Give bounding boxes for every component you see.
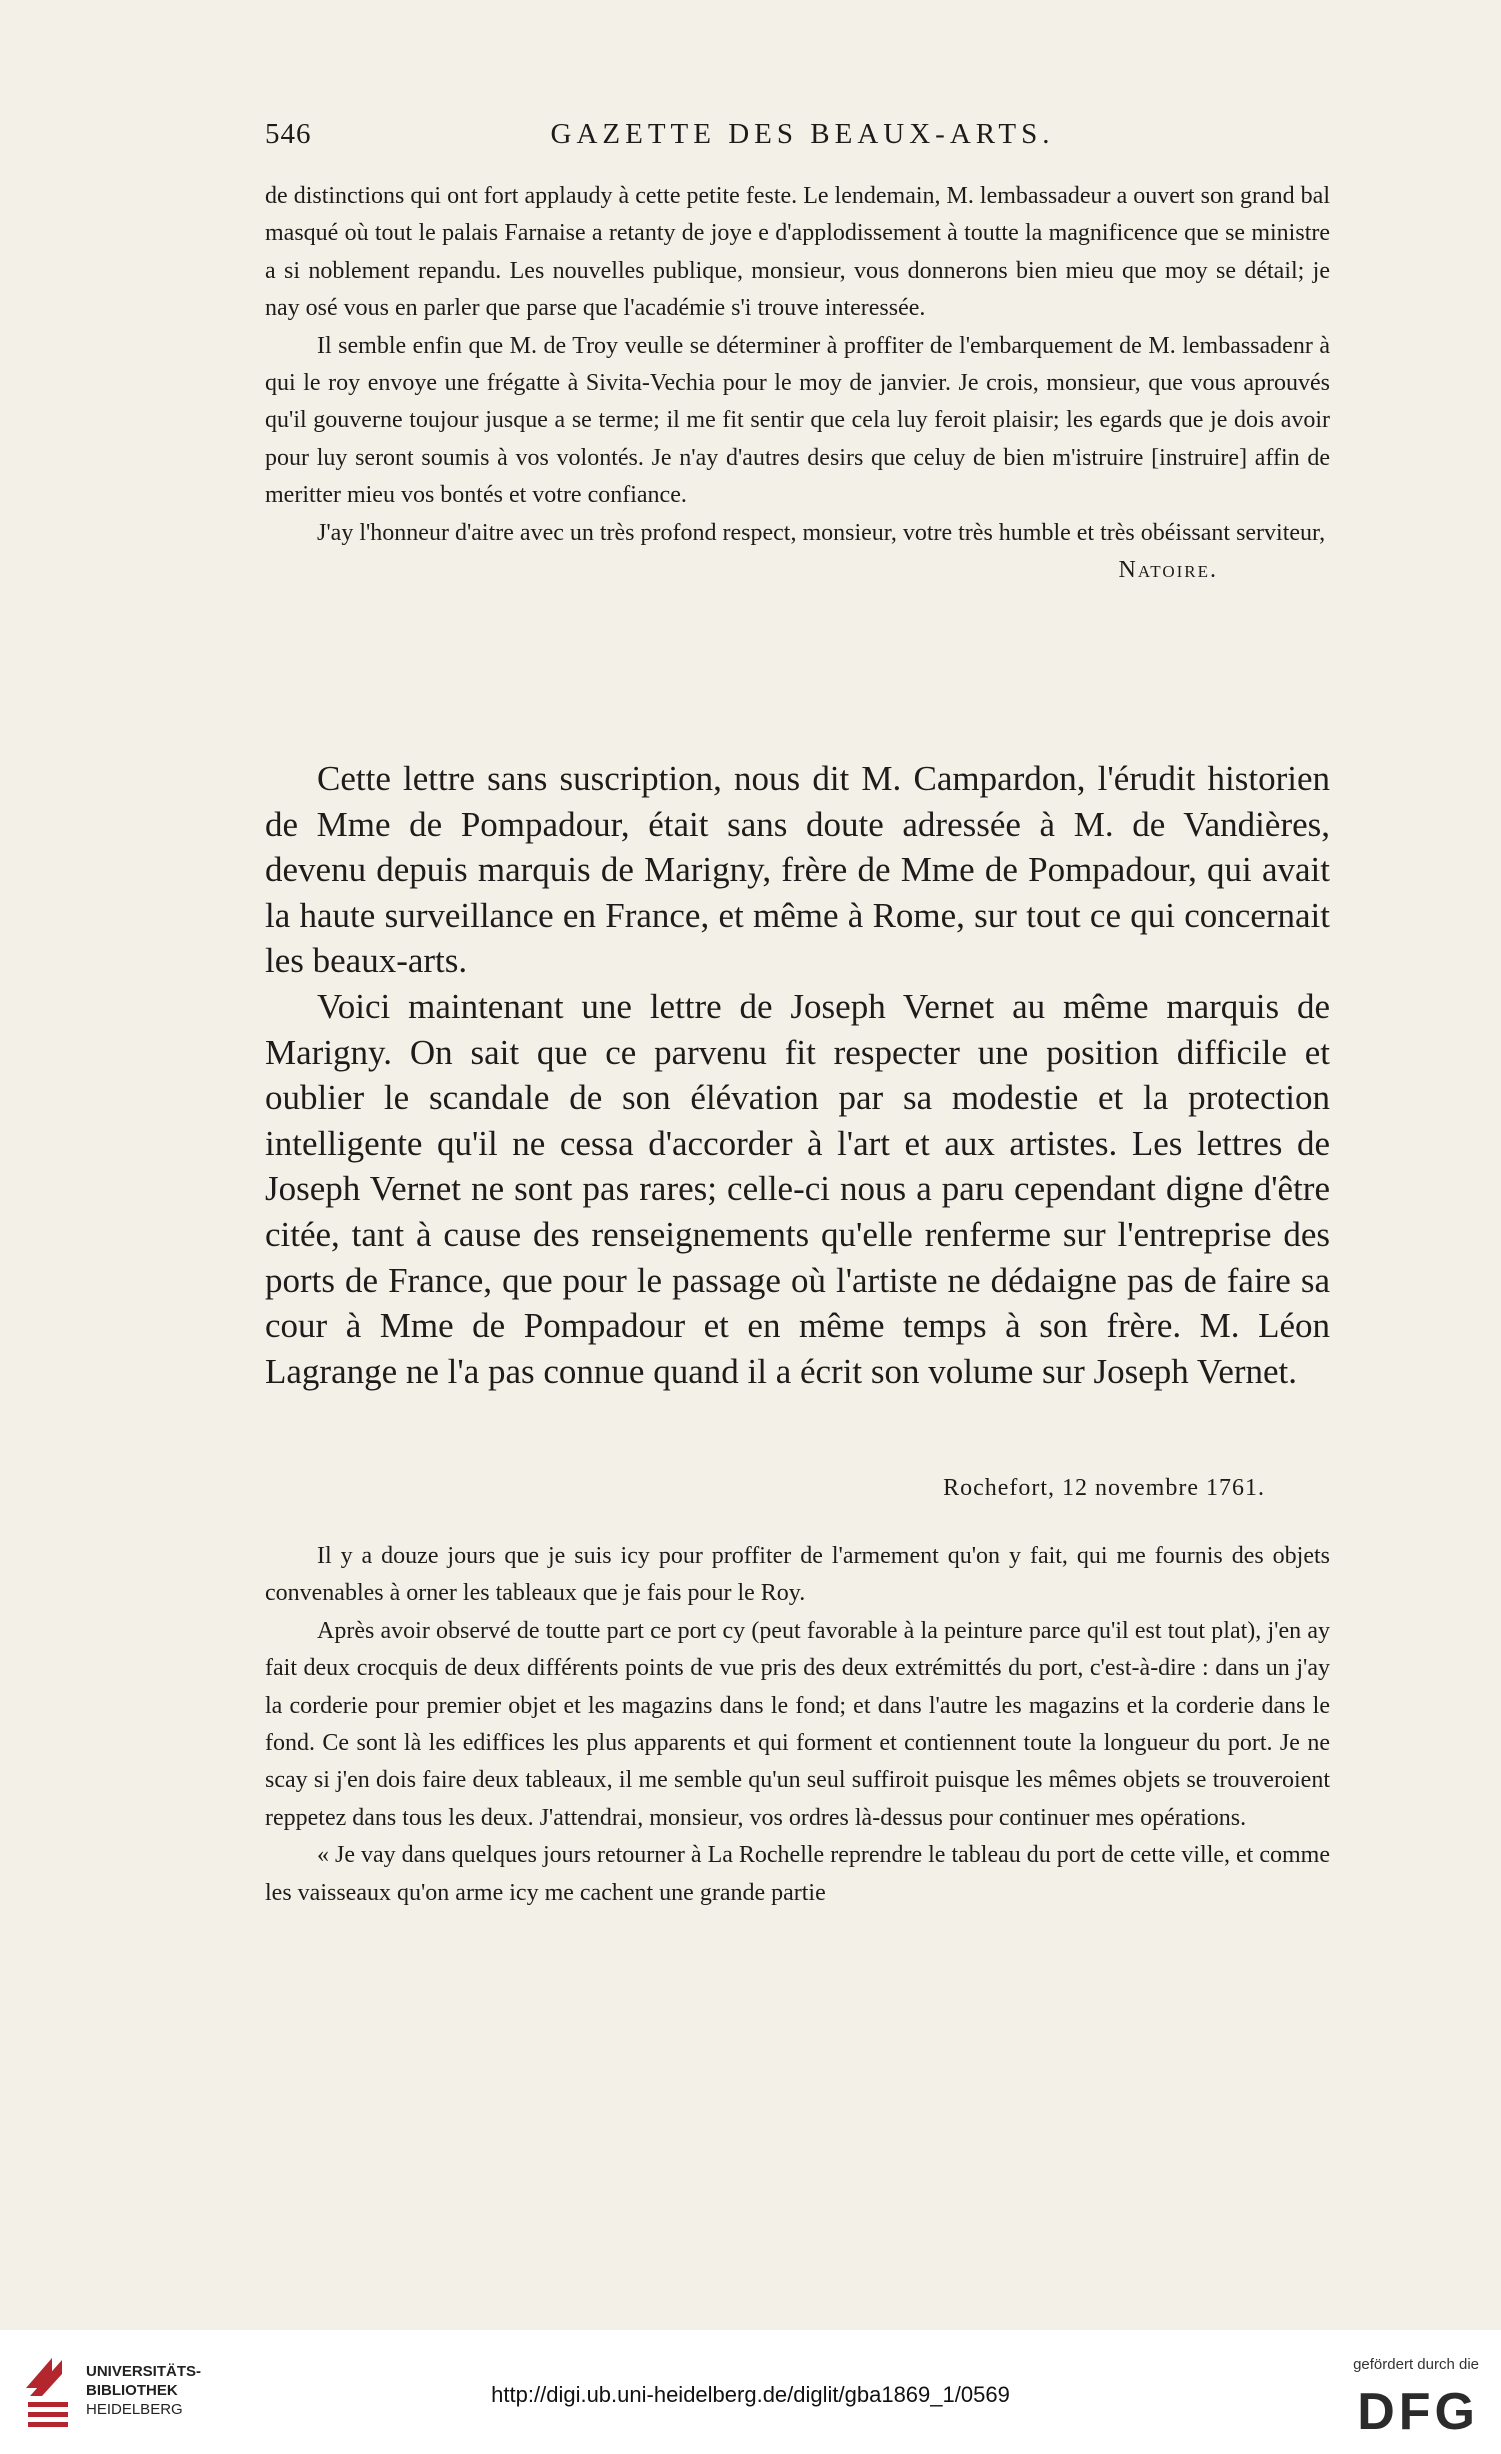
running-header: [265, 118, 1340, 154]
letter-paragraph: « Je vay dans quelques jours retourner à La Rochelle reprendre le tableau du port de cette ville, et comme les vaisseaux qu'on arme icy me cachent une grande partie: [265, 1842, 1330, 1906]
commentary: [265, 756, 1330, 1394]
letter-natoire: [265, 178, 1330, 589]
body-paragraph: Voici maintenant une lettre de Joseph Vernet au même marquis de Marigny. On sait que ce parvenu fit respecter une position difficile et oublier le scandale de son élévation par sa modestie et la protection intelligente qu'il ne cessa d'accorder à l'art et aux artistes. Les lettres de Joseph Vernet ne sont pas rares; celle-ci nous a paru cependant digne d'être citée, tant à cause des renseignements qu'elle renferme sur l'entreprise des ports de France, que pour le passage où l'artiste ne dédaigne pas de faire sa cour à Mme de Pompadour et en même temps à son frère. M. Léon Lagrange ne l'a pas connue quand il a écrit son volume sur Joseph Vernet.: [265, 986, 1330, 1391]
letter-signature: Natoire.: [1118, 557, 1218, 584]
library-line: BIBLIOTHEK: [86, 2382, 178, 2399]
letter-paragraph: J'ay l'honneur d'aitre avec un très profond respect, monsieur, votre très humble et très obéissant serviteur,: [317, 519, 1326, 546]
letter-vernet: [265, 1538, 1330, 1912]
body-paragraph: Cette lettre sans suscription, nous dit M. Campardon, l'érudit historien de Mme de Pompadour, était sans doute adressée à M. de Vandières, devenu depuis marquis de Marigny, frère de Mme de Pompadour, qui avait la haute surveillance en France, et même à Rome, sur tout ce qui concernait les beaux-arts.: [265, 759, 1330, 981]
funding-note: gefördert durch die: [1353, 2356, 1479, 2373]
letter-paragraph: Il y a douze jours que je suis icy pour proffiter de l'armement qu'on y fait, qui me fournis des objets convenables à orner les tableaux que je fais pour le Roy.: [265, 1543, 1330, 1607]
dateline: Rochefort, 12 novembre 1761.: [943, 1475, 1265, 1501]
letter-paragraph: de distinctions qui ont fort applaudy à cette petite feste. Le lendemain, M. lembassadeur a ouvert son grand bal masqué où tout le palais Farnaise a retanty de joye e d'applodissement à toutte la magnificence que se ministre a si noblement repandu. Les nouvelles publique, monsieur, vous donnerons bien mieu que moy se détail; je nay osé vous en parler que parse que l'académie s'i trouve interessée.: [265, 183, 1330, 322]
page-number: 546: [265, 118, 312, 150]
footer-bar: [0, 2330, 1501, 2454]
library-line: UNIVERSITÄTS-: [86, 2363, 202, 2380]
letter-paragraph: Il semble enfin que M. de Troy veulle se déterminer à proffiter de l'embarquement de M. lembassadenr à qui le roy envoye une frégatte à Sivita-Vechia pour le moy de janvier. Je crois, monsieur, que vous aprouvés qu'il gouverne toujour jusque a se terme; il me fit sentir que cela luy feroit plaisir; les egards que je dois avoir pour luy seront soumis à vos volontés. Je n'ay d'autres desirs que celuy de bien m'istruire [instruire] affin de meritter mieu vos bontés et votre confiance.: [265, 332, 1330, 509]
library-line: HEIDELBERG: [86, 2401, 183, 2418]
dfg-logo: DFG: [1357, 2383, 1479, 2441]
running-title: GAZETTE DES BEAUX-ARTS.: [550, 118, 1055, 150]
permalink[interactable]: http://digi.ub.uni-heidelberg.de/diglit/gba1869_1/0569: [491, 2382, 1010, 2407]
letter-paragraph: Après avoir observé de toutte part ce port cy (peut favorable à la peinture parce qu'il est tout plat), j'en ay fait deux crocquis de deux différents points de vue pris des deux extrémittés du port, c'est-à-dire : dans un j'ay la corderie pour premier objet et les magazins dans le fond; et dans l'autre les magazins et la corderie dans le fond. Ce sont là les ediffices les plus apparents et qui forment et contiennent toute la longueur du port. Je ne scay si j'en dois faire deux tableaux, il me semble qu'un seul suffiroit puisque les mêmes objets se trouveroient reppetez dans tous les deux. J'attendrai, monsieur, vos ordres là-dessus pour continuer mes opérations.: [265, 1617, 1330, 1831]
